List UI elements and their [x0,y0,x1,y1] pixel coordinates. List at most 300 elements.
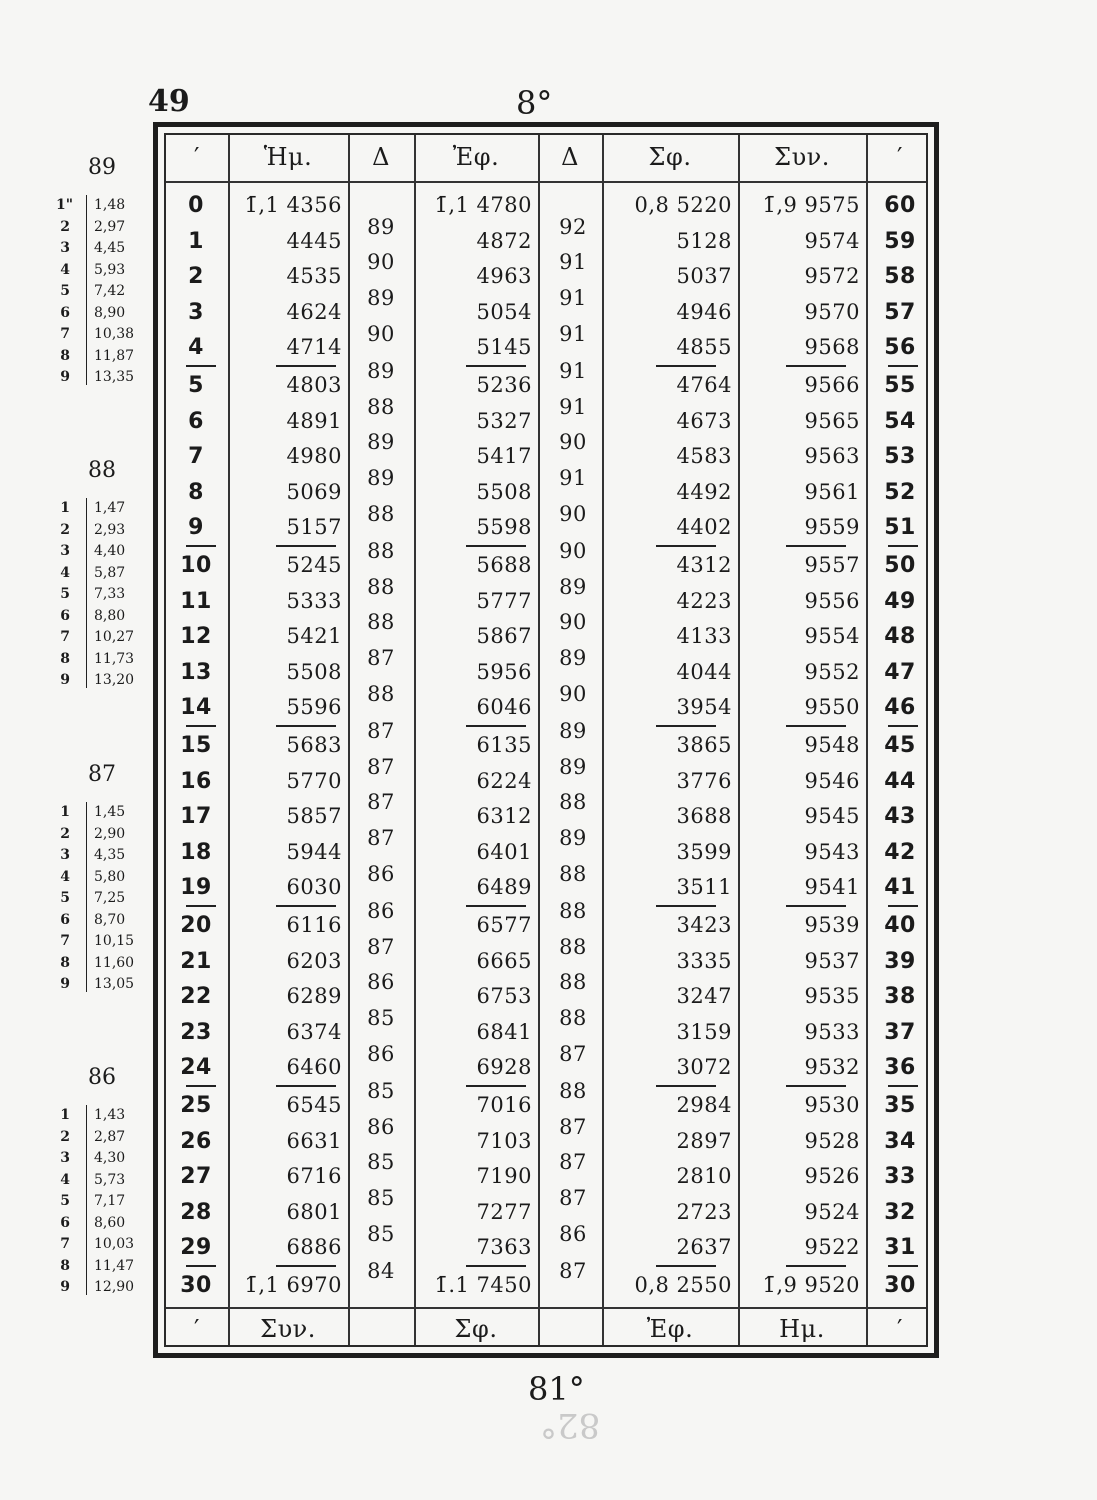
column-footer: Ημ. [779,1315,825,1343]
aux-table-head: 86 [88,1065,116,1090]
aux-value: 13,05 [94,976,135,992]
minute-right: 51 [884,515,916,541]
cotangent-value: 3954 [676,695,732,720]
group-separator [888,365,918,367]
aux-value: 8,70 [94,911,126,928]
aux-value: 8,60 [94,1214,126,1231]
sine-difference: 85 [367,1150,395,1175]
minute-left: 27 [180,1164,212,1190]
group-separator [656,725,716,727]
sine-value: 6374 [286,1019,342,1044]
group-separator [186,1085,216,1087]
tangent-value: 5417 [476,444,532,469]
tangent-difference: 91 [559,250,587,275]
tangent-difference: 87 [559,1114,587,1139]
aux-row [56,369,156,389]
aux-index: 9 [60,672,70,688]
sine-difference: 87 [367,719,395,744]
group-separator [276,1265,336,1267]
aux-index: 3 [60,543,70,559]
cotangent-value: 3335 [676,948,732,973]
minute-right: 46 [884,695,916,721]
group-separator [888,725,918,727]
minute-left: 0 [188,193,204,218]
cotangent-value: 4223 [676,588,732,613]
group-separator [786,905,846,907]
group-separator [186,725,216,727]
aux-index: 4 [60,1171,70,1188]
minute-right: 54 [884,408,916,434]
aux-value: 8,80 [94,607,126,624]
group-separator [466,1265,526,1267]
aux-index: 6 [60,607,70,624]
cotangent-value: 3072 [676,1055,732,1080]
minute-right: 52 [884,479,916,505]
group-separator [276,905,336,907]
group-separator [466,1085,526,1087]
minute-left: 5 [188,373,204,398]
sine-difference: 88 [367,610,395,635]
minute-left: 28 [180,1199,212,1225]
cotangent-value: 2637 [676,1235,732,1260]
minute-right: 34 [884,1128,916,1154]
minute-right: 53 [884,444,916,470]
sine-difference: 87 [367,826,395,850]
cotangent-value: 3688 [676,804,732,829]
sine-value: 4535 [286,264,342,289]
aux-index: 9 [60,976,70,992]
aux-value: 13,20 [94,672,135,688]
aux-value: 4,45 [94,240,126,256]
aux-value: 2,93 [94,521,126,538]
minute-left: 2 [188,264,204,290]
aux-index: 5 [60,890,70,906]
aux-row [56,1279,156,1299]
column-header: Δ [561,143,579,171]
minute-right: 48 [884,624,916,650]
aux-row [56,1107,156,1127]
group-separator [276,365,336,367]
sine-difference: 86 [367,861,395,886]
sine-value: 1̄,1 4356 [244,193,342,217]
aux-value: 5,73 [94,1171,126,1188]
tangent-value: 6224 [476,768,532,793]
aux-index: 8 [60,650,70,667]
cosine-value: 9533 [804,1019,860,1044]
column-rule [738,135,740,1345]
group-separator [656,545,716,547]
aux-index: 7 [60,933,70,949]
cotangent-value: 5037 [676,264,732,289]
sine-value: 4803 [286,373,342,397]
sine-difference: 88 [367,681,395,706]
tangent-value: 5956 [476,659,532,684]
column-footer: Ἐφ. [646,1315,694,1343]
column-footer: ′ [897,1315,903,1343]
aux-index: 7 [60,629,70,645]
minute-left: 13 [180,659,212,685]
group-separator [466,365,526,367]
aux-row [56,543,156,563]
sine-difference: 87 [367,754,395,779]
sine-value: 6289 [286,984,342,1009]
aux-row [56,847,156,867]
aux-row [56,1215,156,1235]
sine-difference: 89 [367,214,395,239]
tangent-difference: 91 [559,321,587,346]
column-header: Δ [372,143,390,171]
minute-right: 60 [884,193,916,218]
tangent-difference: 89 [559,754,587,779]
sine-difference: 88 [367,501,395,526]
aux-row [56,804,156,824]
tangent-value: 5508 [476,479,532,504]
sine-difference: 84 [367,1259,395,1284]
aux-value: 4,35 [94,847,126,863]
cosine-value: 9535 [804,984,860,1009]
cotangent-value: 4583 [676,444,732,469]
minute-right: 41 [884,875,916,901]
column-rule [348,135,350,1345]
minute-left: 18 [180,839,212,865]
minute-right: 39 [884,948,916,974]
aux-row [56,240,156,260]
aux-index: 3 [60,240,70,256]
cotangent-value: 3159 [676,1019,732,1044]
aux-index: 4 [60,868,70,885]
cosine-value: 9530 [804,1093,860,1117]
cosine-value: 9524 [804,1199,860,1224]
aux-value: 7,33 [94,586,126,602]
minute-right: 32 [884,1199,916,1225]
column-rule [414,135,416,1345]
sine-difference: 86 [367,899,395,924]
tangent-value: 5598 [476,515,532,540]
column-footer: Συν. [260,1315,316,1343]
tangent-value: 6135 [476,733,532,757]
sine-value: 6203 [286,948,342,973]
group-separator [276,1085,336,1087]
minute-left: 21 [180,948,212,974]
sine-difference: 89 [367,286,395,310]
cosine-value: 9556 [804,588,860,613]
cotangent-value: 3776 [676,768,732,793]
tangent-difference: 89 [559,719,587,744]
sine-value: 5157 [286,515,342,540]
cotangent-value: 2810 [676,1164,732,1189]
cosine-value: 1̄,9 9520 [762,1273,860,1297]
tangent-value: 4963 [476,264,532,289]
aux-row [56,955,156,975]
aux-index: 7 [60,326,70,342]
sine-value: 5596 [286,695,342,720]
tangent-difference: 88 [559,1079,587,1104]
minute-right: 43 [884,804,916,830]
aux-value: 5,87 [94,564,126,581]
aux-value: 2,90 [94,825,126,842]
cosine-value: 9546 [804,768,860,793]
sine-value: 6716 [286,1164,342,1189]
aux-index: 8 [60,1257,70,1274]
sine-difference: 86 [367,970,395,995]
sine-value: 5944 [286,839,342,864]
sine-value: 6030 [286,875,342,900]
tangent-difference: 91 [559,359,587,384]
column-header: ′ [194,143,200,171]
minute-left: 17 [180,804,212,830]
minute-right: 30 [884,1273,916,1298]
aux-row [56,262,156,282]
tangent-difference: 88 [559,899,587,924]
column-header: Συν. [774,143,830,171]
tangent-difference: 89 [559,646,587,670]
group-separator [888,1085,918,1087]
aux-row [56,283,156,303]
aux-index: 1 [60,500,70,516]
sine-difference: 86 [367,1114,395,1139]
aux-row [56,890,156,910]
aux-index: 2 [60,825,70,842]
aux-row [56,1129,156,1149]
sine-value: 4891 [286,408,342,433]
aux-value: 11,87 [94,347,135,364]
sine-value: 5333 [286,588,342,613]
cotangent-value: 0,8 5220 [634,193,732,217]
aux-table [56,458,156,708]
cosine-value: 9563 [804,444,860,469]
group-separator [656,1265,716,1267]
column-header: ′ [897,143,903,171]
tangent-difference: 91 [559,286,587,310]
tangent-value: 1̄.1 7450 [434,1273,532,1297]
cotangent-value: 4673 [676,408,732,433]
tangent-difference: 87 [559,1041,587,1066]
tangent-difference: 88 [559,1006,587,1030]
minute-left: 11 [180,588,212,614]
group-separator [186,1265,216,1267]
sine-value: 5857 [286,804,342,829]
tangent-value: 6401 [476,839,532,864]
aux-table [56,762,156,1012]
minute-left: 22 [180,984,212,1010]
tangent-difference: 87 [559,1259,587,1284]
group-separator [786,1265,846,1267]
sine-value: 6545 [286,1093,342,1117]
column-footer: ′ [194,1315,200,1343]
minute-right: 47 [884,659,916,685]
sine-difference: 87 [367,934,395,959]
cosine-value: 9554 [804,624,860,649]
aux-value: 10,38 [94,326,135,342]
cosine-value: 9532 [804,1055,860,1080]
aux-row [56,565,156,585]
tangent-value: 7363 [476,1235,532,1260]
header-rule [166,181,926,183]
aux-row [56,826,156,846]
tangent-value: 7016 [476,1093,532,1117]
cosine-value: 9552 [804,659,860,684]
minute-left: 4 [188,335,204,361]
cotangent-value: 3599 [676,839,732,864]
minute-left: 3 [188,299,204,325]
group-separator [186,365,216,367]
minute-left: 10 [180,553,212,578]
minute-right: 45 [884,733,916,758]
minute-right: 44 [884,768,916,794]
aux-index: 5 [60,1193,70,1209]
aux-row [56,1172,156,1192]
aux-value: 11,47 [94,1257,135,1274]
sine-difference: 87 [367,646,395,670]
cotangent-value: 4044 [676,659,732,684]
minute-right: 33 [884,1164,916,1190]
sine-difference: 88 [367,574,395,599]
minute-right: 38 [884,984,916,1010]
aux-value: 10,03 [94,1236,135,1252]
column-header: Σφ. [648,143,692,171]
aux-table-head: 87 [88,762,116,787]
cosine-value: 9537 [804,948,860,973]
column-header: Ἡμ. [263,143,313,171]
minute-left: 8 [188,479,204,505]
group-separator [186,545,216,547]
aux-row [56,629,156,649]
cotangent-value: 4402 [676,515,732,540]
group-separator [888,1265,918,1267]
sine-difference: 85 [367,1186,395,1210]
sine-difference: 85 [367,1221,395,1246]
sine-value: 5069 [286,479,342,504]
minute-left: 25 [180,1093,212,1118]
cosine-value: 9565 [804,408,860,433]
group-separator [186,905,216,907]
minute-right: 42 [884,839,916,865]
cotangent-value: 2984 [676,1093,732,1117]
aux-row [56,651,156,671]
aux-row [56,1258,156,1278]
aux-value: 7,42 [94,283,126,299]
minute-left: 1 [188,228,204,254]
cosine-value: 9561 [804,479,860,504]
group-separator [466,725,526,727]
aux-value: 5,93 [94,261,126,278]
column-rule [538,135,540,1345]
sine-value: 4445 [286,228,342,253]
tangent-difference: 89 [559,826,587,850]
aux-row [56,1193,156,1213]
trig-table-body [164,133,928,1347]
aux-row [56,500,156,520]
tangent-difference: 90 [559,501,587,526]
cosine-value: 9574 [804,228,860,253]
aux-value: 7,25 [94,890,126,906]
minute-right: 35 [884,1093,916,1118]
aux-row [56,305,156,325]
minute-right: 37 [884,1019,916,1045]
tangent-difference: 90 [559,430,587,455]
aux-value: 5,80 [94,868,126,885]
cosine-value: 9543 [804,839,860,864]
aux-value: 13,35 [94,369,135,385]
sine-value: 6460 [286,1055,342,1080]
tangent-value: 4872 [476,228,532,253]
tangent-value: 5867 [476,624,532,649]
tangent-value: 1̄,1 4780 [434,193,532,217]
header-rule [166,1307,926,1309]
sine-difference: 89 [367,466,395,490]
minute-left: 23 [180,1019,212,1045]
tangent-value: 6665 [476,948,532,973]
degree-heading-bottom: 81° [528,1370,585,1408]
minute-left: 16 [180,768,212,794]
aux-row [56,976,156,996]
aux-index: 6 [60,304,70,321]
cotangent-value: 4855 [676,335,732,360]
page-number: 49 [148,84,190,119]
minute-left: 14 [180,695,212,721]
sine-value: 5421 [286,624,342,649]
cotangent-value: 2723 [676,1199,732,1224]
cotangent-value: 5128 [676,228,732,253]
aux-row [56,1150,156,1170]
sine-difference: 85 [367,1006,395,1030]
minute-right: 59 [884,228,916,254]
aux-value: 8,90 [94,304,126,321]
sine-value: 5683 [286,733,342,757]
aux-index: 4 [60,261,70,278]
minute-left: 24 [180,1055,212,1081]
trig-table [153,122,939,1358]
column-rule [602,135,604,1345]
sine-difference: 89 [367,430,395,455]
aux-row [56,912,156,932]
sine-difference: 90 [367,250,395,275]
minute-left: 29 [180,1235,212,1261]
group-separator [786,1085,846,1087]
aux-row [56,348,156,368]
aux-index: 6 [60,911,70,928]
aux-row [56,586,156,606]
minute-left: 7 [188,444,204,470]
tangent-value: 5777 [476,588,532,613]
degree-heading-top: 8° [516,84,553,122]
column-header: Ἐφ. [452,143,500,171]
minute-left: 15 [180,733,212,758]
tangent-value: 6753 [476,984,532,1009]
cosine-value: 9570 [804,299,860,324]
aux-row [56,869,156,889]
sine-difference: 86 [367,1041,395,1066]
aux-index: 1" [56,197,74,213]
minute-right: 55 [884,373,916,398]
aux-value: 10,27 [94,629,135,645]
minute-right: 36 [884,1055,916,1081]
aux-value: 2,87 [94,1128,126,1145]
aux-row [56,197,156,217]
sine-value: 1̄,1 6970 [244,1273,342,1297]
sine-difference: 88 [367,394,395,419]
group-separator [888,905,918,907]
aux-index: 7 [60,1236,70,1252]
minute-right: 50 [884,553,916,578]
group-separator [888,545,918,547]
aux-value: 2,97 [94,218,126,235]
tangent-difference: 89 [559,574,587,599]
tangent-value: 6312 [476,804,532,829]
sine-difference: 88 [367,539,395,564]
tangent-value: 5236 [476,373,532,397]
aux-table [56,1065,156,1315]
